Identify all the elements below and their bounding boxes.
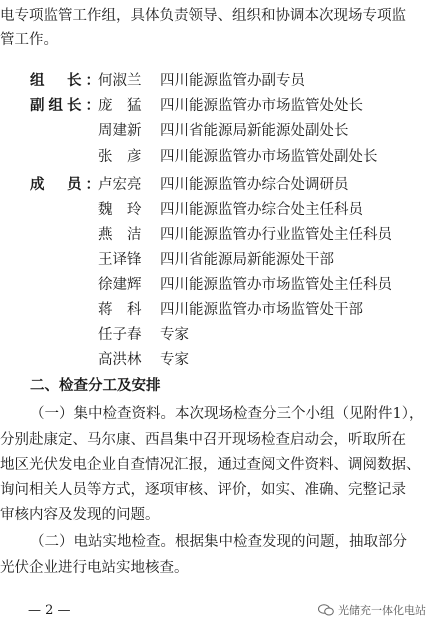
paragraph-line: 分别赴康定、马尔康、西昌集中召开现场检查启动会，听取所在 xyxy=(0,432,406,448)
member-role: 成 员： xyxy=(30,176,104,193)
member-name: 庞 猛 xyxy=(98,98,142,114)
member-name: 张 彦 xyxy=(98,149,142,165)
member-position: 四川能源监管办综合处主任科员 xyxy=(160,202,363,218)
member-position: 专家 xyxy=(160,352,189,368)
member-position: 四川能源监管办市场监管处处长 xyxy=(160,98,363,114)
member-position: 四川能源监管办市场监管处主任科员 xyxy=(160,277,392,293)
paragraph-line: （一）集中检查资料。本次现场检查分三个小组（见附件1）， xyxy=(30,406,424,422)
member-role: 组 长： xyxy=(30,72,104,89)
member-position: 四川省能源局新能源处副处长 xyxy=(160,123,349,139)
member-position: 四川能源监管办市场监管处副处长 xyxy=(160,149,378,165)
member-name: 周建新 xyxy=(98,123,142,139)
member-name: 魏 玲 xyxy=(98,202,142,218)
member-position: 四川能源监管办市场监管处干部 xyxy=(160,302,363,318)
member-name: 任子春 xyxy=(98,327,142,343)
page-number: — 2 — xyxy=(28,603,71,618)
member-name: 蒋 科 xyxy=(98,302,142,318)
wechat-icon xyxy=(318,604,334,616)
watermark xyxy=(318,602,426,618)
member-name: 燕 洁 xyxy=(98,227,142,243)
member-position: 四川省能源局新能源处干部 xyxy=(160,252,334,268)
paragraph-line: （二）电站实地检查。根据集中检查发现的问题，抽取部分 xyxy=(30,534,407,550)
member-position: 四川能源监管办行业监管处主任科员 xyxy=(160,227,392,243)
member-name: 卢宏亮 xyxy=(98,177,142,193)
intro-line-1: 电专项监管工作组，具体负责领导、组织和协调本次现场专项监 xyxy=(0,8,406,24)
member-position: 四川能源监管办副专员 xyxy=(160,73,305,89)
paragraph-line: 询问相关人员等方式，逐项审核、评价，如实、准确、完整记录 xyxy=(0,482,406,498)
watermark-text: 光储充一体化电站 xyxy=(338,604,426,617)
paragraph-line: 光伏企业进行电站实地核查。 xyxy=(0,560,189,576)
member-name: 何淑兰 xyxy=(98,73,142,89)
member-role: 副组长： xyxy=(30,97,104,114)
member-name: 王译锋 xyxy=(98,252,142,268)
section-heading: 二、检查分工及安排 xyxy=(30,377,161,394)
intro-line-2: 管工作。 xyxy=(0,32,58,48)
member-name: 徐建辉 xyxy=(98,277,142,293)
member-name: 高洪林 xyxy=(98,352,142,368)
paragraph-line: 审核内容及发现的问题。 xyxy=(0,507,160,523)
paragraph-line: 地区光伏发电企业自查情况汇报，通过查阅文件资料、调阅数据、 xyxy=(0,457,421,473)
member-position: 四川能源监管办综合处调研员 xyxy=(160,177,349,193)
member-position: 专家 xyxy=(160,327,189,343)
